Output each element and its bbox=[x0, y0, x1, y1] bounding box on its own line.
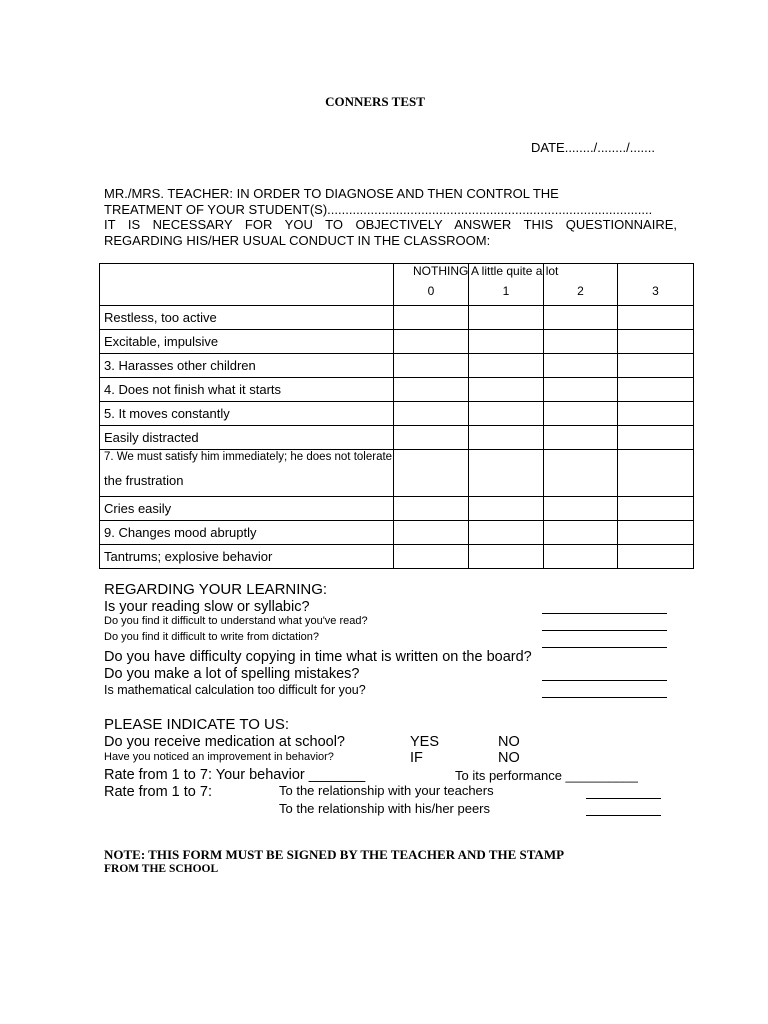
answer-line[interactable] bbox=[586, 815, 661, 816]
scale-number: 0 bbox=[427, 284, 435, 298]
rating-cell[interactable] bbox=[469, 521, 544, 545]
rating-cell[interactable] bbox=[394, 545, 469, 569]
rating-cell[interactable] bbox=[394, 330, 469, 354]
intro-line-1: MR./MRS. TEACHER: IN ORDER TO DIAGNOSE AND THEN CONTROL THE bbox=[104, 186, 559, 201]
answer-line[interactable] bbox=[542, 697, 667, 698]
rating-cell[interactable] bbox=[618, 402, 694, 426]
note-line-1: NOTE: THIS FORM MUST BE SIGNED BY THE TEACHER AND THE STAMP bbox=[104, 847, 565, 862]
improvement-no-option[interactable]: NO bbox=[498, 750, 520, 766]
intro-line-2: TREATMENT OF YOUR STUDENT(S).......................................................................................... bbox=[104, 202, 653, 217]
scale-number: 3 bbox=[652, 284, 659, 298]
rating-cell[interactable] bbox=[469, 545, 544, 569]
rating-cell[interactable] bbox=[469, 426, 544, 450]
rating-cell[interactable] bbox=[544, 521, 618, 545]
learning-heading: REGARDING YOUR LEARNING: bbox=[104, 581, 328, 598]
rating-cell[interactable] bbox=[618, 497, 694, 521]
answer-line[interactable] bbox=[542, 630, 667, 631]
answer-line[interactable] bbox=[542, 680, 667, 681]
table-row bbox=[100, 545, 694, 569]
table-row bbox=[100, 354, 694, 378]
rating-cell[interactable] bbox=[618, 521, 694, 545]
learning-question-5: Do you make a lot of spelling mistakes? bbox=[104, 666, 360, 682]
rating-cell[interactable] bbox=[469, 402, 544, 426]
learning-question-6: Is mathematical calculation too difficult for you? bbox=[104, 683, 366, 697]
rating-cell[interactable] bbox=[544, 545, 618, 569]
table-row bbox=[100, 402, 694, 426]
scale-words-header: NOTHING A little quite a lot bbox=[413, 264, 559, 278]
rating-cell[interactable] bbox=[469, 497, 544, 521]
item-label: Easily distracted bbox=[100, 426, 394, 450]
rating-cell[interactable] bbox=[618, 306, 694, 330]
rating-cell[interactable] bbox=[469, 450, 544, 497]
rating-cell[interactable] bbox=[544, 354, 618, 378]
answer-line[interactable] bbox=[542, 647, 667, 648]
medication-question: Do you receive medication at school? bbox=[104, 734, 345, 750]
rating-cell[interactable] bbox=[544, 497, 618, 521]
rating-cell[interactable] bbox=[618, 354, 694, 378]
rating-cell[interactable] bbox=[618, 450, 694, 497]
item-label: Excitable, impulsive bbox=[100, 330, 394, 354]
table-row bbox=[100, 497, 694, 521]
relationship-teachers-label: To the relationship with your teachers bbox=[279, 783, 494, 798]
scale-number: 1 bbox=[502, 284, 510, 298]
date-field[interactable]: DATE......../......../....... bbox=[531, 140, 656, 155]
improvement-question: Have you noticed an improvement in behavior? bbox=[104, 751, 334, 763]
rating-cell[interactable] bbox=[469, 330, 544, 354]
item-label: Tantrums; explosive behavior bbox=[100, 545, 394, 569]
rating-cell[interactable] bbox=[394, 450, 469, 497]
rating-cell[interactable] bbox=[394, 497, 469, 521]
item-label: 5. It moves constantly bbox=[100, 402, 394, 426]
rating-cell[interactable] bbox=[544, 402, 618, 426]
rating-cell[interactable] bbox=[618, 330, 694, 354]
rating-cell[interactable] bbox=[394, 521, 469, 545]
learning-question-4: Do you have difficulty copying in time what is written on the board? bbox=[104, 649, 532, 665]
scale-number: 2 bbox=[577, 284, 584, 298]
item-label: Restless, too active bbox=[100, 306, 394, 330]
answer-line[interactable] bbox=[586, 798, 661, 799]
table-row bbox=[100, 450, 694, 497]
learning-question-2: Do you find it difficult to understand what you've read? bbox=[104, 615, 368, 627]
rate-performance-field[interactable]: To its performance __________ bbox=[455, 768, 638, 783]
medication-no-option[interactable]: NO bbox=[498, 734, 520, 750]
rating-table bbox=[99, 263, 694, 569]
item-label: Cries easily bbox=[100, 497, 394, 521]
rating-cell[interactable] bbox=[469, 306, 544, 330]
indicate-heading: PLEASE INDICATE TO US: bbox=[104, 716, 290, 733]
item-label: 4. Does not finish what it starts bbox=[100, 378, 394, 402]
item-label: 7. We must satisfy him immediately; he does not tolerate bbox=[104, 451, 393, 463]
rating-cell[interactable] bbox=[469, 354, 544, 378]
rate-behavior-field[interactable]: Rate from 1 to 7: Your behavior _______ bbox=[104, 767, 366, 783]
rating-cell[interactable] bbox=[618, 378, 694, 402]
item-label: 3. Harasses other children bbox=[100, 354, 394, 378]
header-blank-cell bbox=[100, 264, 394, 306]
medication-yes-option[interactable]: YES bbox=[410, 734, 440, 750]
intro-line-3: IT IS NECESSARY FOR YOU TO OBJECTIVELY ANSWER THIS QUESTIONNAIRE, bbox=[104, 217, 677, 232]
rating-cell[interactable] bbox=[544, 378, 618, 402]
rating-cell[interactable] bbox=[469, 378, 544, 402]
form-title: CONNERS TEST bbox=[325, 94, 425, 109]
rating-cell[interactable] bbox=[544, 330, 618, 354]
table-row bbox=[100, 521, 694, 545]
table-row bbox=[100, 426, 694, 450]
rating-cell[interactable] bbox=[618, 545, 694, 569]
learning-question-1: Is your reading slow or syllabic? bbox=[104, 599, 310, 615]
table-row bbox=[100, 378, 694, 402]
intro-line-4: REGARDING HIS/HER USUAL CONDUCT IN THE CLASSROOM: bbox=[104, 233, 491, 248]
rating-cell[interactable] bbox=[394, 378, 469, 402]
rating-cell[interactable] bbox=[618, 426, 694, 450]
rating-cell[interactable] bbox=[394, 402, 469, 426]
rating-cell[interactable] bbox=[544, 450, 618, 497]
rating-cell[interactable] bbox=[394, 426, 469, 450]
learning-question-3: Do you find it difficult to write from dictation? bbox=[104, 631, 320, 643]
item-label-cell bbox=[100, 450, 394, 497]
rating-cell[interactable] bbox=[544, 306, 618, 330]
relationship-peers-label: To the relationship with his/her peers bbox=[279, 801, 491, 816]
table-row bbox=[100, 306, 694, 330]
rate-relationships-label: Rate from 1 to 7: bbox=[104, 784, 212, 800]
table-header-row bbox=[100, 264, 694, 306]
item-label: 9. Changes mood abruptly bbox=[100, 521, 394, 545]
table-row bbox=[100, 330, 694, 354]
rating-cell[interactable] bbox=[394, 306, 469, 330]
scale-header-3 bbox=[618, 264, 694, 306]
rating-cell[interactable] bbox=[394, 354, 469, 378]
improvement-yes-option[interactable]: IF bbox=[410, 750, 423, 766]
note-line-2: FROM THE SCHOOL bbox=[104, 863, 219, 875]
answer-line[interactable] bbox=[542, 613, 667, 614]
item-label-continued: the frustration bbox=[104, 473, 184, 488]
rating-cell[interactable] bbox=[544, 426, 618, 450]
